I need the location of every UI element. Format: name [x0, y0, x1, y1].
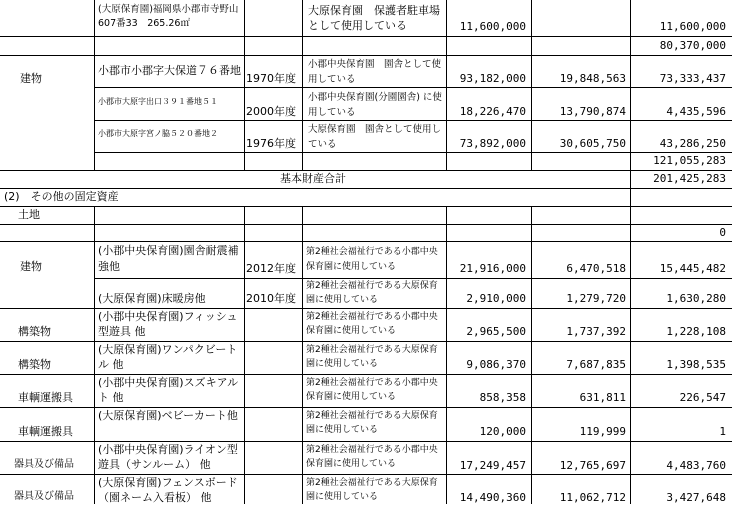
asset-usage: 小郡中央保育園 園舎として使用している [308, 59, 442, 85]
book-value: 11,600,000 [659, 20, 726, 33]
acquisition-value: 9,086,370 [466, 358, 526, 371]
acquisition-value: 73,892,000 [459, 137, 526, 150]
asset-category: 構築物 [18, 325, 51, 338]
table-row [0, 206, 732, 224]
subtotal-row [0, 36, 732, 55]
section-heading: (2) その他の固定資産 [4, 190, 119, 203]
depreciation-value: 12,765,697 [559, 459, 626, 472]
asset-location: 小郡市小郡字大保道７６番地 [98, 64, 241, 77]
acquisition-value: 858,358 [479, 391, 526, 404]
book-value: 1,630,280 [666, 292, 726, 305]
asset-usage: 第2種社会福祉行である小郡中央保育園に使用している [306, 312, 438, 336]
asset-category: 土地 [18, 208, 40, 221]
table-row [0, 278, 732, 308]
book-value: 3,427,648 [666, 491, 726, 504]
asset-category: 建物 [20, 260, 42, 273]
total-row [0, 170, 732, 188]
asset-location: (小郡中央保育園)スズキアルト 他 [98, 376, 239, 404]
acquisition-value: 2,910,000 [466, 292, 526, 305]
asset-location: 小郡市大原字出口３９１番地５１ [98, 97, 218, 106]
acquisition-year: 2010年度 [246, 292, 296, 305]
asset-category: 車輌運搬具 [18, 425, 73, 438]
table-row [0, 241, 732, 278]
acquisition-value: 120,000 [479, 425, 526, 438]
asset-category: 建物 [20, 72, 42, 85]
depreciation-value: 13,790,874 [559, 105, 626, 118]
asset-location: (大原保育園)ベビーカート他 [98, 409, 238, 422]
table-row [0, 120, 732, 152]
book-value: 4,435,596 [666, 105, 726, 118]
depreciation-value: 30,605,750 [559, 137, 626, 150]
acquisition-year: 2000年度 [246, 105, 296, 118]
asset-location: (大原保育園)フェンスボード（園ネーム入看板） 他 [98, 476, 238, 504]
asset-usage: 第2種社会福祉行である大原保育園に使用している [306, 281, 438, 305]
total-value: 201,425,283 [653, 172, 726, 185]
asset-usage: 大原保育園 保護者駐車場として使用している [308, 4, 440, 32]
subtotal-value: 0 [719, 226, 726, 239]
acquisition-value: 93,182,000 [459, 72, 526, 85]
depreciation-value: 119,999 [579, 425, 626, 438]
asset-usage: 小郡中央保育園(分園園舎) に使用している [308, 92, 442, 118]
asset-usage: 大原保育園 園舎として使用している [308, 124, 442, 150]
depreciation-value: 7,687,835 [566, 358, 626, 371]
table-row [0, 55, 732, 87]
asset-usage: 第2種社会福祉行である小郡中央保育園に使用している [306, 378, 438, 402]
asset-location: 小郡市大原字宮ノ脇５２０番地２ [98, 129, 218, 138]
depreciation-value: 11,062,712 [559, 491, 626, 504]
acquisition-value: 21,916,000 [459, 262, 526, 275]
asset-location: (大原保育園)ワンパクビートル 他 [98, 343, 238, 371]
table-row [0, 87, 732, 120]
acquisition-year: 1976年度 [246, 137, 296, 150]
asset-usage: 第2種社会福祉行である大原保育園に使用している [306, 345, 438, 369]
asset-location: (小郡中央保育園)フィッシュ型遊具 他 [98, 310, 238, 338]
table-row [0, 474, 732, 504]
asset-location: (大原保育園)福岡県小郡市寺野山607番33 265.26㎡ [98, 4, 239, 29]
book-value: 1 [719, 425, 726, 438]
acquisition-value: 18,226,470 [459, 105, 526, 118]
acquisition-year: 1970年度 [246, 72, 296, 85]
book-value: 1,398,535 [666, 358, 726, 371]
table-row [0, 441, 732, 474]
table-row [0, 374, 732, 407]
book-value: 1,228,108 [666, 325, 726, 338]
subtotal-row [0, 152, 732, 170]
depreciation-value: 19,848,563 [559, 72, 626, 85]
acquisition-value: 17,249,457 [459, 459, 526, 472]
table-row [0, 0, 732, 36]
depreciation-value: 1,737,392 [566, 325, 626, 338]
asset-location: (大原保育園)床暖房他 [98, 292, 206, 305]
asset-category: 器具及び備品 [14, 491, 74, 502]
table-row [0, 308, 732, 341]
subtotal-value: 80,370,000 [659, 39, 726, 52]
total-label: 基本財産合計 [280, 172, 346, 185]
depreciation-value: 1,279,720 [566, 292, 626, 305]
book-value: 226,547 [679, 391, 726, 404]
depreciation-value: 631,811 [579, 391, 626, 404]
acquisition-value: 2,965,500 [466, 325, 526, 338]
book-value: 4,483,760 [666, 459, 726, 472]
asset-category: 器具及び備品 [14, 459, 74, 470]
book-value: 15,445,482 [659, 262, 726, 275]
acquisition-value: 11,600,000 [459, 20, 526, 33]
asset-usage: 第2種社会福祉行である大原保育園に使用している [306, 411, 438, 435]
asset-usage: 第2種社会福祉行である小郡中央保育園に使用している [306, 247, 438, 272]
asset-usage: 第2種社会福祉行である小郡中央保育園に使用している [306, 445, 438, 469]
subtotal-value: 121,055,283 [653, 154, 726, 167]
section-heading-row [0, 188, 732, 206]
table-row [0, 407, 732, 441]
book-value: 73,333,437 [659, 72, 726, 85]
table-row [0, 341, 732, 374]
depreciation-value: 6,470,518 [566, 262, 626, 275]
acquisition-year: 2012年度 [246, 262, 296, 275]
asset-category: 構築物 [18, 358, 51, 371]
subtotal-row [0, 224, 732, 241]
asset-location: (小郡中央保育園)園舎耐震補強他 [98, 244, 239, 273]
asset-category: 車輌運搬具 [18, 391, 73, 404]
acquisition-value: 14,490,360 [459, 491, 526, 504]
book-value: 43,286,250 [659, 137, 726, 150]
asset-usage: 第2種社会福祉行である大原保育園に使用している [306, 478, 438, 502]
asset-location: (小郡中央保育園)ライオン型遊具（サンルーム） 他 [98, 443, 238, 471]
